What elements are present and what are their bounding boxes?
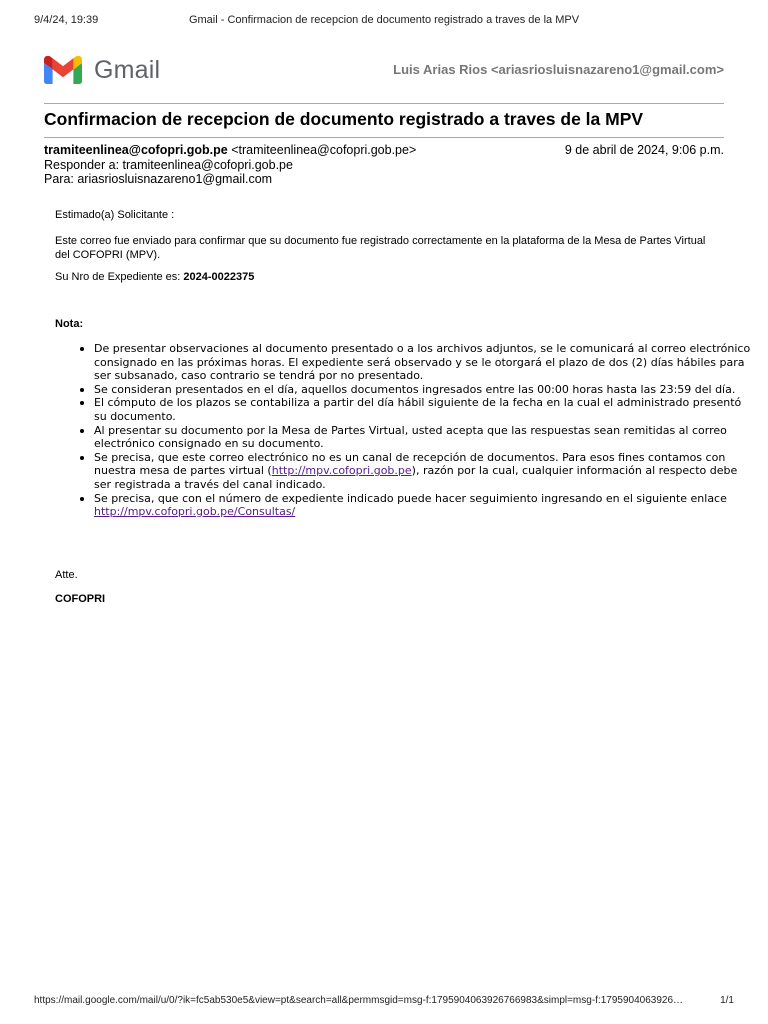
- sender-name: tramiteenlinea@cofopri.gob.pe: [44, 143, 228, 157]
- greeting: Estimado(a) Solicitante :: [55, 209, 175, 221]
- note-text: ), razón por la cual, cualquier información al respecto debe ser registrada a través del canal indicado.: [94, 464, 738, 491]
- gmail-logo-icon: [44, 56, 82, 84]
- list-item: De presentar observaciones al documento presentado o a los archivos adjuntos, se le comunicará al correo electrónico consignado en las próximas horas. El expediente será observado y se le otorgará el plazo de dos (2) días hábiles para ser subsanado, caso contrario se tendrá por no presentado.: [94, 342, 754, 383]
- print-page-title: Gmail - Confirmacion de recepcion de documento registrado a traves de la MPV: [188, 14, 580, 26]
- divider-subject: [44, 137, 724, 138]
- consultas-link[interactable]: http://mpv.cofopri.gob.pe/Consultas/: [94, 505, 296, 519]
- list-item: Al presentar su documento por la Mesa de Partes Virtual, usted acepta que las respuestas sean remitidas al correo electrónico consignado en su documento.: [94, 424, 754, 451]
- sender-row: [44, 143, 724, 158]
- list-item: Se consideran presentados en el día, aquellos documentos ingresados entre las 00:00 horas hasta las 23:59 del día.: [94, 383, 754, 397]
- list-item: [94, 492, 754, 519]
- email-date: 9 de abril de 2024, 9:06 p.m.: [564, 143, 724, 157]
- recipient: Para: ariasriosluisnazareno1@gmail.com: [44, 172, 273, 186]
- gmail-header: [44, 54, 724, 86]
- print-footer: [34, 995, 734, 1011]
- intro-paragraph: Este correo fue enviado para confirmar que su documento fue registrado correctamente en la plataforma de la Mesa de Partes Virtual del COFOPRI (MPV).: [55, 235, 706, 261]
- expediente-number: 2024-0022375: [183, 271, 255, 283]
- email-subject: Confirmacion de recepcion de documento registrado a traves de la MPV: [44, 109, 644, 129]
- list-item: El cómputo de los plazos se contabiliza a partir del día hábil siguiente de la fecha en la cual el administrado presentó su documento.: [94, 396, 754, 423]
- print-datetime: 9/4/24, 19:39: [34, 14, 99, 26]
- note-text: Se precisa, que con el número de expediente indicado puede hacer seguimiento ingresando en el siguiente enlace: [94, 491, 727, 505]
- expediente-label: Su Nro de Expediente es:: [55, 271, 184, 283]
- expediente-line: [55, 271, 254, 285]
- sender-address: <tramiteenlinea@cofopri.gob.pe>: [231, 143, 417, 157]
- notes-list: [55, 342, 754, 519]
- print-url: https://mail.google.com/mail/u/0/?ik=fc5ab530e5&view=pt&search=all&permmsgid=msg-f:1795904063926766983&simpl=msg-f:1795904063926…: [34, 995, 684, 1006]
- closing: Atte.: [55, 569, 78, 581]
- gmail-wordmark: Gmail: [94, 55, 161, 84]
- account-label: Luis Arias Rios <ariasriosluisnazareno1@gmail.com>: [393, 62, 724, 77]
- note-text: Se precisa, que este correo electrónico no es un canal de recepción de documentos. Para esos fines contamos con nuestra mesa de partes virtual (: [94, 450, 726, 478]
- page-number: 1/1: [720, 995, 734, 1006]
- signature: COFOPRI: [55, 593, 106, 605]
- print-header: [34, 14, 734, 30]
- mpv-link[interactable]: http://mpv.cofopri.gob.pe: [271, 464, 412, 478]
- list-item: [94, 451, 754, 492]
- email-meta: [44, 143, 724, 187]
- gmail-logo[interactable]: [44, 54, 160, 86]
- divider-top: [44, 103, 724, 104]
- reply-to: Responder a: tramiteenlinea@cofopri.gob.pe: [44, 157, 293, 172]
- nota-label: Nota:: [55, 318, 84, 330]
